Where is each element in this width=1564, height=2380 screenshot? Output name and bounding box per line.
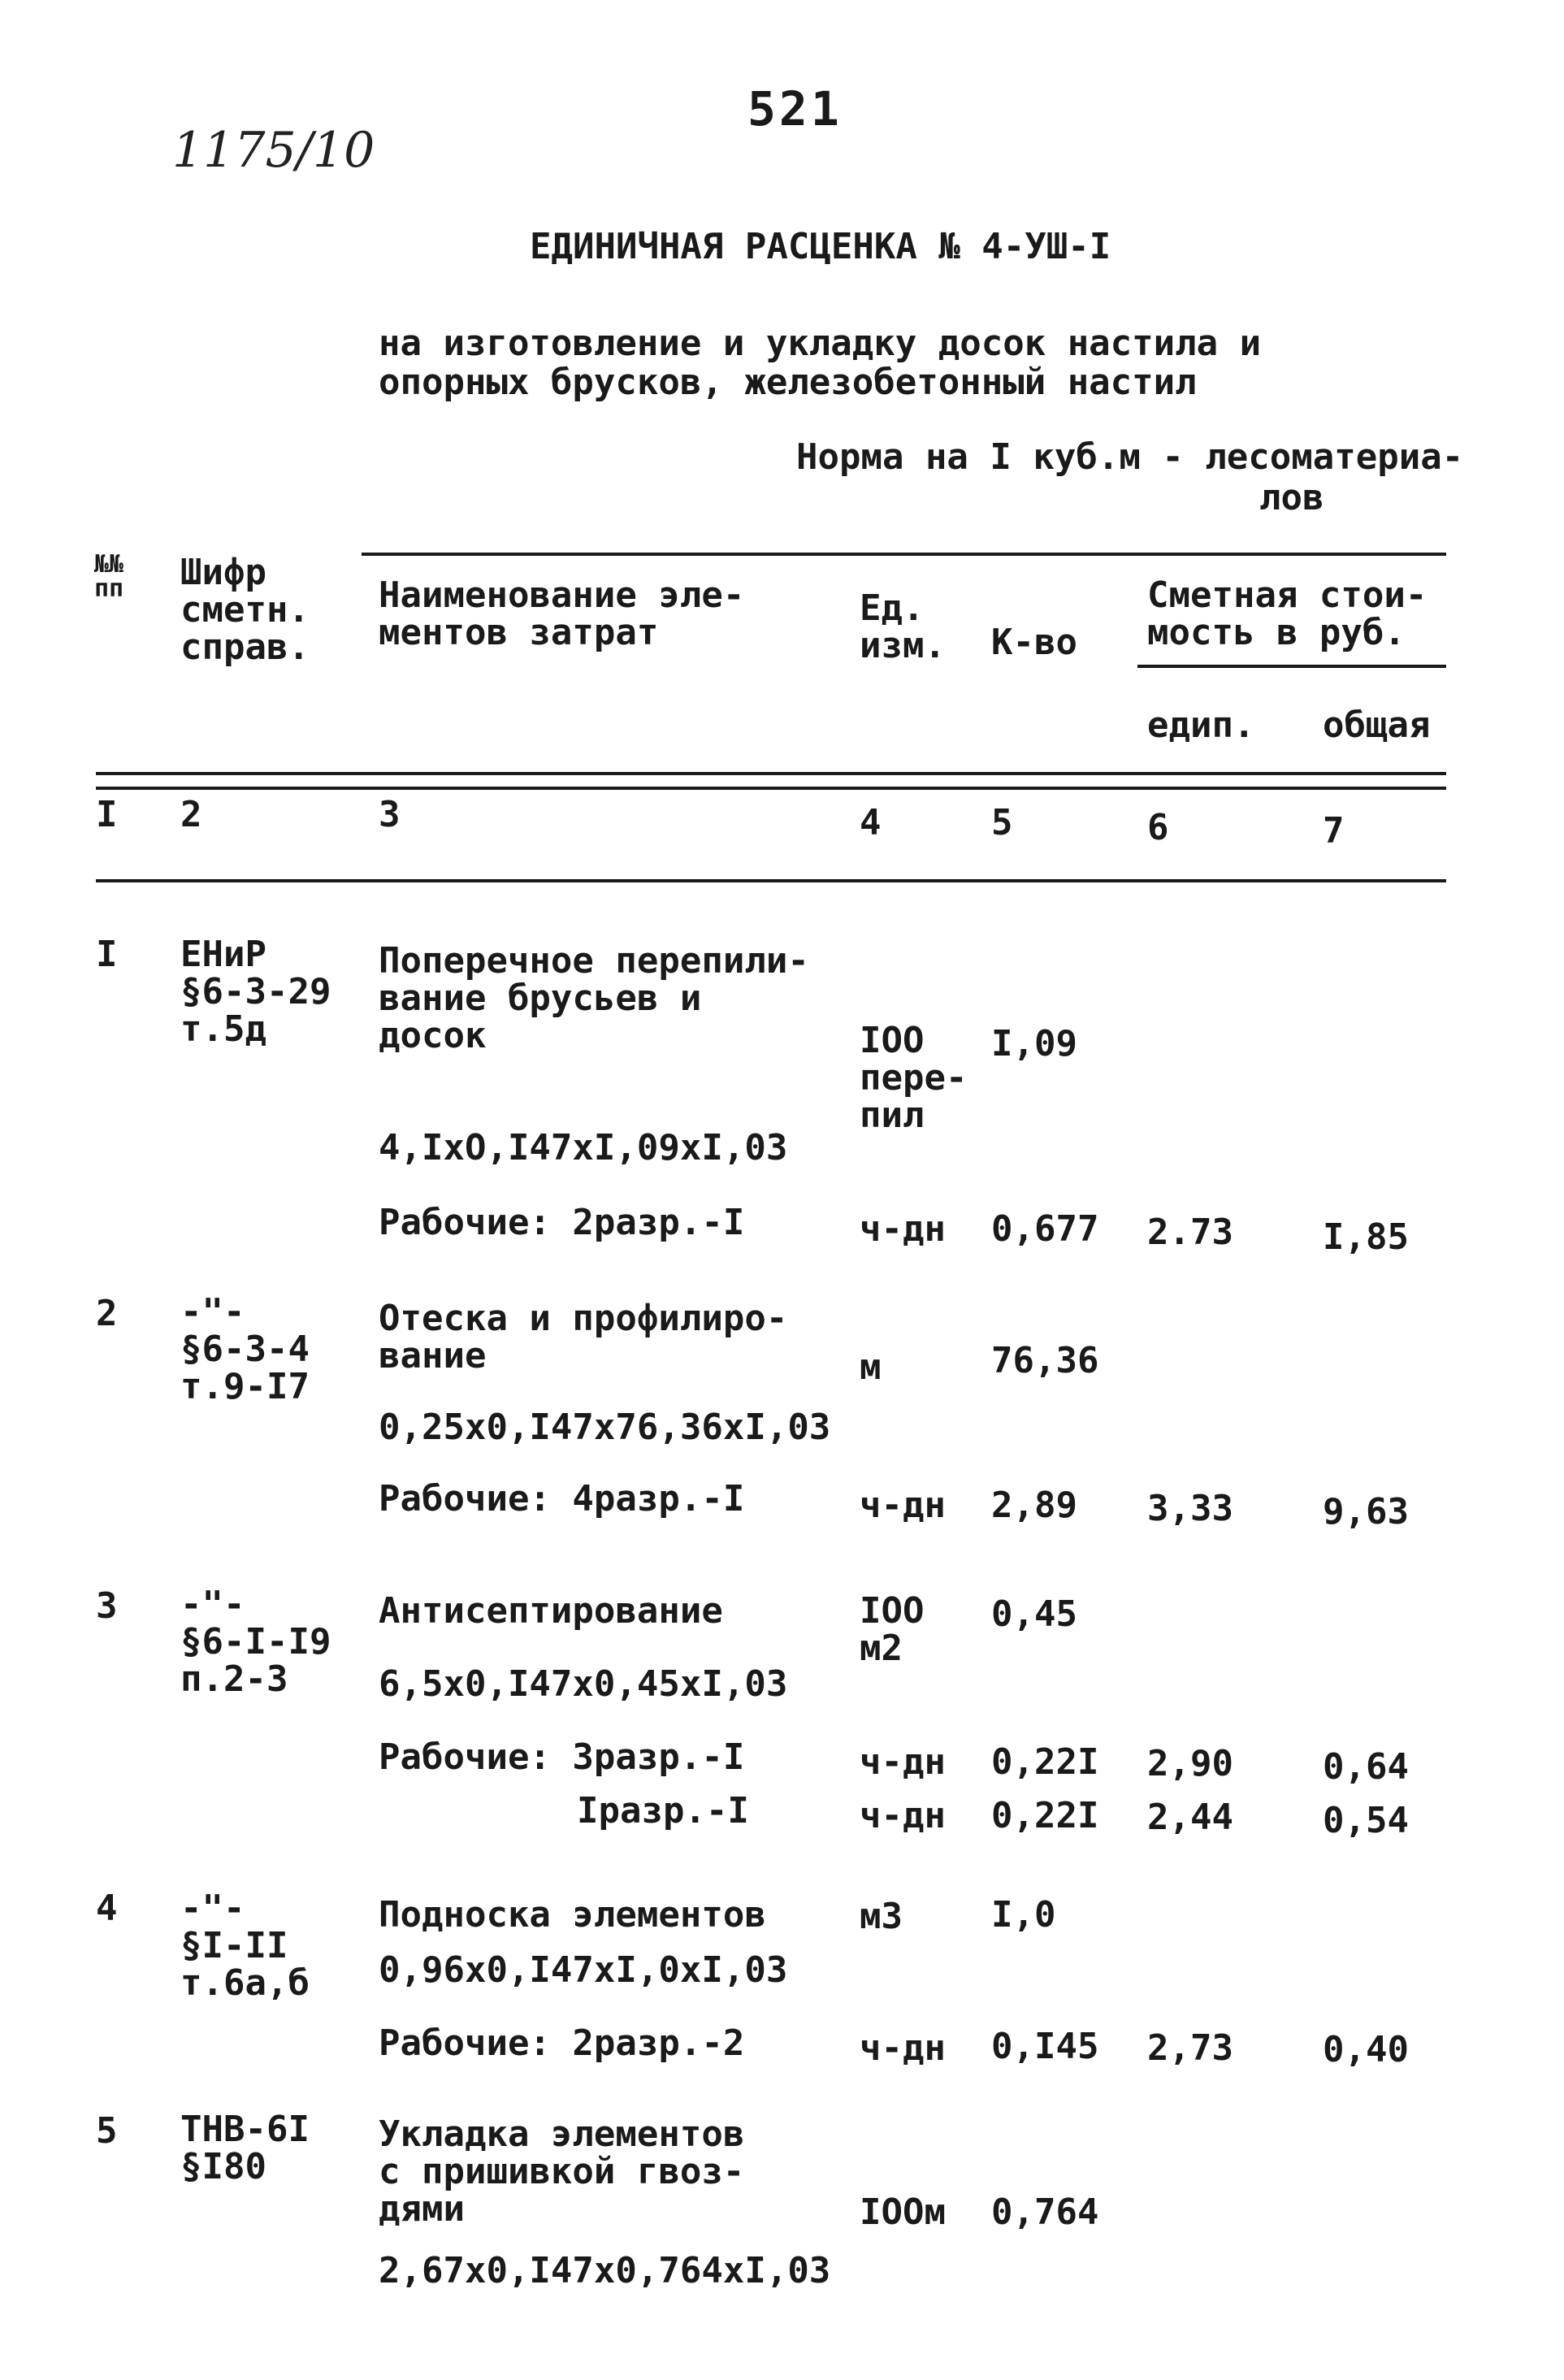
cost-header-rule: [1137, 665, 1446, 668]
row-3-worker-quantity: 0,22I: [991, 1741, 1099, 1783]
row-2-worker-quantity: 2,89: [991, 1485, 1077, 1526]
row-1-name: Поперечное перепили- вание брусьев и досок: [379, 940, 809, 1056]
row-2-worker-label: Рабочие: 4разр.-I: [379, 1478, 745, 1519]
row-3-name: Антисептирование: [379, 1590, 723, 1632]
row-4-number: 4: [96, 1888, 118, 1929]
column-number-7: 7: [1323, 810, 1345, 852]
column-number-6: 6: [1147, 807, 1169, 848]
row-3-number: 3: [96, 1585, 118, 1627]
row-3-worker2-quantity: 0,22I: [991, 1795, 1099, 1836]
row-3-worker2-unit-cost: 2,44: [1147, 1797, 1233, 1838]
document-subtitle-line-1: на изготовление и укладку досок настила и: [379, 323, 1262, 364]
column-numbers-bottom-rule: [96, 879, 1446, 882]
row-5-name: Укладка элементов с пришивкой гвоз- дями: [379, 2113, 745, 2230]
row-3-formula: 6,5x0,I47x0,45xI,03: [379, 1663, 788, 1705]
handwritten-archive-mark: 1175/10: [172, 122, 375, 179]
document-subtitle-line-2: опорных брусков, железобетонный настил: [379, 362, 1197, 403]
row-3-worker-unit: ч-дн: [860, 1741, 946, 1783]
row-4-formula: 0,96x0,I47xI,0xI,03: [379, 1949, 788, 1991]
row-5-formula: 2,67x0,I47x0,764xI,03: [379, 2250, 831, 2291]
row-4-quantity: I,0: [991, 1894, 1056, 1936]
row-3-worker2-label: Iразр.-I: [577, 1790, 749, 1832]
column-number-3: 3: [379, 794, 401, 835]
row-1-worker-unit: ч-дн: [860, 1208, 946, 1250]
row-4-worker-unit: ч-дн: [860, 2027, 946, 2069]
row-3-worker-unit-cost: 2,90: [1147, 1743, 1233, 1784]
header-row-number: №№ пп: [94, 550, 124, 603]
header-total-cost: общая: [1323, 704, 1431, 746]
table-top-rule: [362, 553, 1446, 556]
row-1-number: I: [96, 934, 118, 975]
row-1-worker-total: I,85: [1323, 1216, 1409, 1258]
row-5-number: 5: [96, 2110, 118, 2152]
row-5-unit: IOOм: [860, 2191, 946, 2233]
header-code: Шифр сметн. справ.: [180, 552, 310, 668]
row-4-name: Подноска элементов: [379, 1894, 766, 1936]
row-2-name: Отеска и профилиро- вание: [379, 1298, 788, 1376]
column-number-5: 5: [991, 802, 1013, 843]
row-3-worker-total: 0,64: [1323, 1746, 1409, 1788]
row-1-formula: 4,IxO,I47xI,09xI,03: [379, 1127, 788, 1168]
row-2-number: 2: [96, 1293, 118, 1334]
row-2-worker-unit-cost: 3,33: [1147, 1488, 1233, 1529]
row-2-worker-total: 9,63: [1323, 1491, 1409, 1532]
row-4-worker-label: Рабочие: 2разр.-2: [379, 2022, 745, 2064]
header-unit-cost: едип.: [1147, 704, 1255, 746]
row-1-unit: IOO пере- пил: [860, 1020, 968, 1136]
row-3-worker2-unit: ч-дн: [860, 1795, 946, 1836]
header-cost-element-name: Наименование эле- ментов затрат: [379, 574, 745, 653]
row-4-code: -"- §I-II т.6а,б: [180, 1888, 310, 2004]
row-2-quantity: 76,36: [991, 1340, 1099, 1381]
row-3-worker-label: Рабочие: 3разр.-I: [379, 1736, 745, 1778]
header-bottom-rule: [96, 772, 1446, 775]
row-3-worker2-total: 0,54: [1323, 1800, 1409, 1841]
row-1-worker-label: Рабочие: 2разр.-I: [379, 1202, 745, 1243]
row-1-worker-quantity: 0,677: [991, 1208, 1099, 1250]
row-4-worker-total: 0,40: [1323, 2029, 1409, 2070]
page-number: 521: [747, 81, 843, 137]
row-4-unit: м3: [860, 1896, 903, 1937]
row-2-worker-unit: ч-дн: [860, 1485, 946, 1526]
row-3-quantity: 0,45: [991, 1593, 1077, 1635]
column-numbers-top-rule: [96, 787, 1446, 790]
row-3-code: -"- §6-I-I9 п.2-3: [180, 1584, 331, 1700]
row-1-code: ЕНиР §6-3-29 т.5д: [180, 934, 331, 1050]
header-unit: Ед. изм.: [860, 587, 946, 666]
column-number-4: 4: [860, 802, 882, 843]
column-number-2: 2: [180, 794, 202, 835]
row-3-unit: IOO м2: [860, 1590, 925, 1669]
row-4-worker-quantity: 0,I45: [991, 2026, 1099, 2067]
norm-line-2: лов: [1259, 477, 1324, 518]
row-5-code: ТНВ-6I §I80: [180, 2109, 310, 2187]
row-5-quantity: 0,764: [991, 2191, 1099, 2233]
row-4-worker-unit-cost: 2,73: [1147, 2027, 1233, 2069]
header-estimated-cost: Сметная стои- мость в руб.: [1147, 574, 1428, 653]
row-1-quantity: I,09: [991, 1023, 1077, 1064]
row-2-code: -"- §6-3-4 т.9-I7: [180, 1291, 310, 1407]
row-2-unit: м: [860, 1346, 882, 1388]
document-title: ЕДИНИЧНАЯ РАСЦЕНКА № 4-УШ-I: [530, 226, 1111, 267]
column-number-1: I: [96, 794, 118, 835]
row-1-worker-unit-cost: 2.73: [1147, 1212, 1233, 1253]
row-2-formula: 0,25x0,I47x76,36xI,03: [379, 1407, 831, 1448]
norm-line-1: Норма на I куб.м - лесоматериа-: [796, 436, 1464, 478]
header-quantity: К-во: [991, 622, 1077, 663]
